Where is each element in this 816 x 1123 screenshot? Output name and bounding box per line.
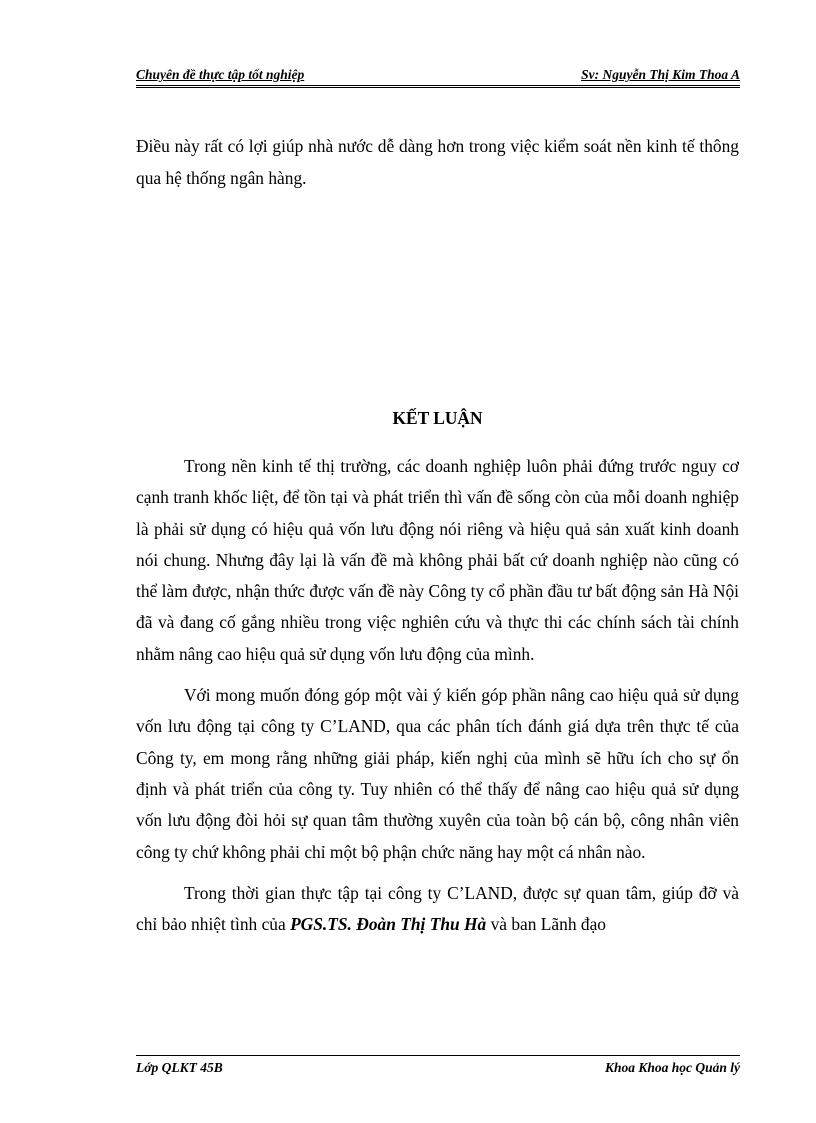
paragraph-1: Trong nền kinh tế thị trường, các doanh nghiệp luôn phải đứng trước nguy cơ cạnh tranh khốc liệt, để tồn tại và phát triển thì vấn đề sống còn của mỗi doanh nghiệp là phải sử dụng có hiệu quả vốn lưu động nói riêng và hiệu quả sản xuất kinh doanh nói chung. Nhưng đây lại là vấn đề mà không phải bất cứ doanh nghiệp nào cũng có thể làm được, nhận thức được vấn đề này Công ty cổ phần đầu tư bất động sản Hà Nội đã và đang cố gắng nhiều trong việc nghiên cứu và thực thi các chính sách tài chính nhằm nâng cao hiệu quả sử dụng vốn lưu động của mình.	[136, 456, 739, 664]
paragraph-3-text-after: và ban Lãnh đạo	[486, 914, 606, 935]
paragraph-3-text-before: Trong thời gian thực tập tại công ty C’LAND, được sự quan tâm, giúp đỡ và chỉ bảo nhiệt tình của	[136, 882, 739, 935]
header-document-title: Chuyên đề thực tập tốt nghiệp	[136, 67, 305, 82]
header-student-name: Sv: Nguyễn Thị Kim Thoa A	[581, 67, 740, 82]
section-title: KẾT LUẬN	[392, 408, 483, 428]
footer-class: Lớp QLKT 45B	[136, 1060, 223, 1075]
paragraph-3	[136, 878, 739, 941]
page-footer	[136, 1055, 740, 1076]
footer-faculty: Khoa Khoa học Quản lý	[604, 1060, 740, 1075]
intro-paragraph: Điều này rất có lợi giúp nhà nước dễ dàng hơn trong việc kiểm soát nền kinh tế thông qua hệ thống ngân hàng.	[136, 136, 739, 188]
paragraph-2: Với mong muốn đóng góp một vài ý kiến góp phần nâng cao hiệu quả sử dụng vốn lưu động tại công ty C’LAND, qua các phân tích đánh giá dựa trên thực tế của Công ty, em mong rằng những giải pháp, kiến nghị của mình sẽ hữu ích cho sự ổn định và phát triển của công ty. Tuy nhiên có thể thấy để nâng cao hiệu quả sử dụng vốn lưu động đòi hỏi sự quan tâm thường xuyên của toàn bộ cán bộ, công nhân viên công ty chứ không phải chỉ một bộ phận chức năng hay một cá nhân nào.	[136, 685, 739, 862]
intro-block	[136, 131, 739, 194]
supervisor-name: PGS.TS. Đoàn Thị Thu Hà	[290, 914, 487, 935]
conclusion-body	[136, 451, 739, 950]
page-header	[136, 67, 740, 88]
